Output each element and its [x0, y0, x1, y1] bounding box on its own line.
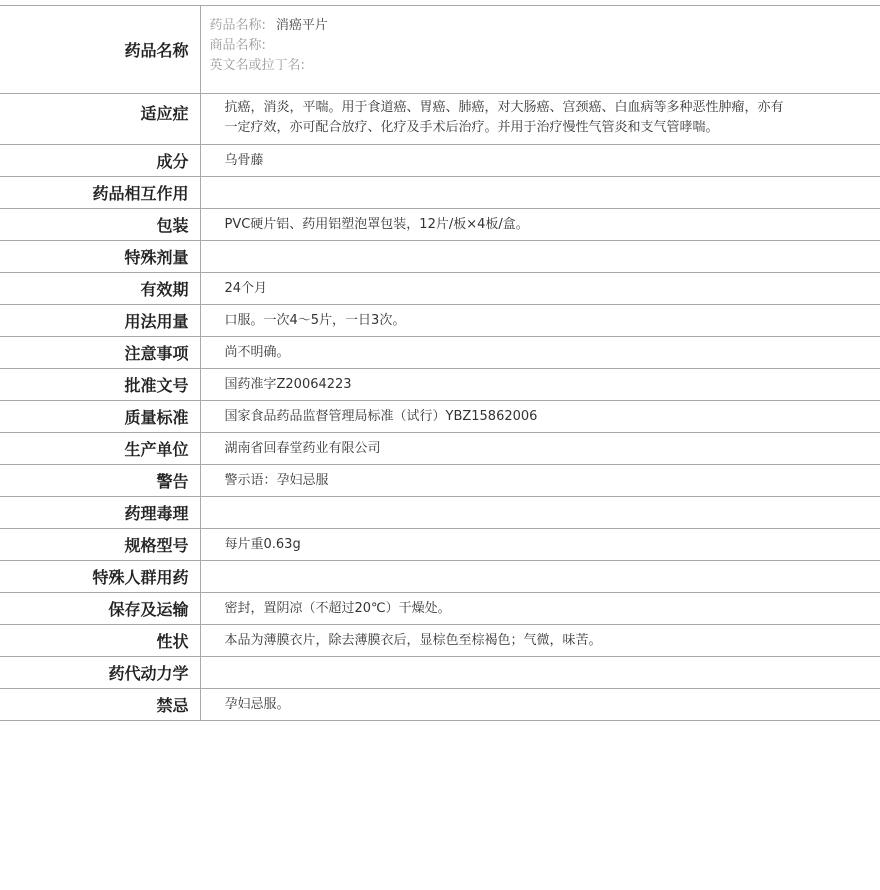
table-row — [0, 209, 880, 241]
table-row — [0, 241, 880, 273]
row-value: 湖南省回春堂药业有限公司 — [200, 433, 880, 465]
table-row — [0, 433, 880, 465]
row-label: 特殊人群用药 — [0, 561, 200, 593]
row-value — [200, 241, 880, 273]
row-label: 药品相互作用 — [0, 177, 200, 209]
table-row — [0, 497, 880, 529]
drug-info-container — [0, 5, 880, 721]
row-label: 用法用量 — [0, 305, 200, 337]
row-label: 生产单位 — [0, 433, 200, 465]
row-value: PVC硬片铝、药用铝塑泡罩包装，12片/板×4板/盒。 — [200, 209, 880, 241]
row-label: 有效期 — [0, 273, 200, 305]
row-value — [200, 177, 880, 209]
row-label: 保存及运输 — [0, 593, 200, 625]
table-row — [0, 689, 880, 721]
row-value — [200, 657, 880, 689]
row-label: 注意事项 — [0, 337, 200, 369]
row-label: 规格型号 — [0, 529, 200, 561]
row-label: 药理毒理 — [0, 497, 200, 529]
table-row — [0, 273, 880, 305]
table-row — [0, 561, 880, 593]
row-label: 包装 — [0, 209, 200, 241]
row-value — [200, 561, 880, 593]
row-label: 成分 — [0, 145, 200, 177]
drug-info-table — [0, 5, 880, 721]
row-label: 质量标准 — [0, 401, 200, 433]
row-label: 警告 — [0, 465, 200, 497]
row-label: 性状 — [0, 625, 200, 657]
row-value: 尚不明确。 — [200, 337, 880, 369]
table-row — [0, 337, 880, 369]
generic-name-value: 消癌平片 — [275, 18, 328, 33]
row-value: 抗癌，消炎，平喘。用于食道癌、胃癌、肺癌，对大肠癌、宫颈癌、白血病等多种恶性肿瘤，亦有一定疗效，亦可配合放疗、化疗及手术后治疗。并用于治疗慢性气管炎和支气管哮喘。 — [200, 94, 880, 145]
row-label: 适应症 — [0, 94, 200, 145]
row-value: 国药准字Z20064223 — [200, 369, 880, 401]
row-value: 乌骨藤 — [200, 145, 880, 177]
row-value: 口服。一次4～5片，一日3次。 — [200, 305, 880, 337]
table-row — [0, 529, 880, 561]
row-drug-name — [0, 6, 880, 94]
table-row — [0, 177, 880, 209]
generic-name-label: 药品名称: — [209, 18, 266, 33]
row-value: 孕妇忌服。 — [200, 689, 880, 721]
row-value: 警示语：孕妇忌服 — [200, 465, 880, 497]
table-row — [0, 305, 880, 337]
table-row — [0, 625, 880, 657]
row-label: 禁忌 — [0, 689, 200, 721]
row-value: 24个月 — [200, 273, 880, 305]
row-label: 药代动力学 — [0, 657, 200, 689]
row-value — [200, 497, 880, 529]
drug-name-block — [200, 6, 880, 94]
trade-name-line — [210, 36, 791, 56]
generic-name-line — [210, 16, 791, 36]
row-label: 批准文号 — [0, 369, 200, 401]
english-name-label: 英文名或拉丁名: — [209, 58, 305, 73]
row-value: 本品为薄膜衣片，除去薄膜衣后，显棕色至棕褐色；气微，味苦。 — [200, 625, 880, 657]
row-value: 密封，置阴凉（不超过20℃）干燥处。 — [200, 593, 880, 625]
row-value: 国家食品药品监督管理局标准（试行）YBZ15862006 — [200, 401, 880, 433]
table-row — [0, 657, 880, 689]
row-label: 特殊剂量 — [0, 241, 200, 273]
row-label-drug-name: 药品名称 — [0, 6, 200, 94]
table-row — [0, 369, 880, 401]
trade-name-label: 商品名称: — [209, 38, 266, 53]
table-row — [0, 465, 880, 497]
english-name-line — [210, 56, 791, 76]
row-value: 每片重0.63g — [200, 529, 880, 561]
drug-info-table-body — [0, 6, 880, 721]
table-row — [0, 145, 880, 177]
table-row — [0, 593, 880, 625]
table-row — [0, 94, 880, 145]
table-row — [0, 401, 880, 433]
